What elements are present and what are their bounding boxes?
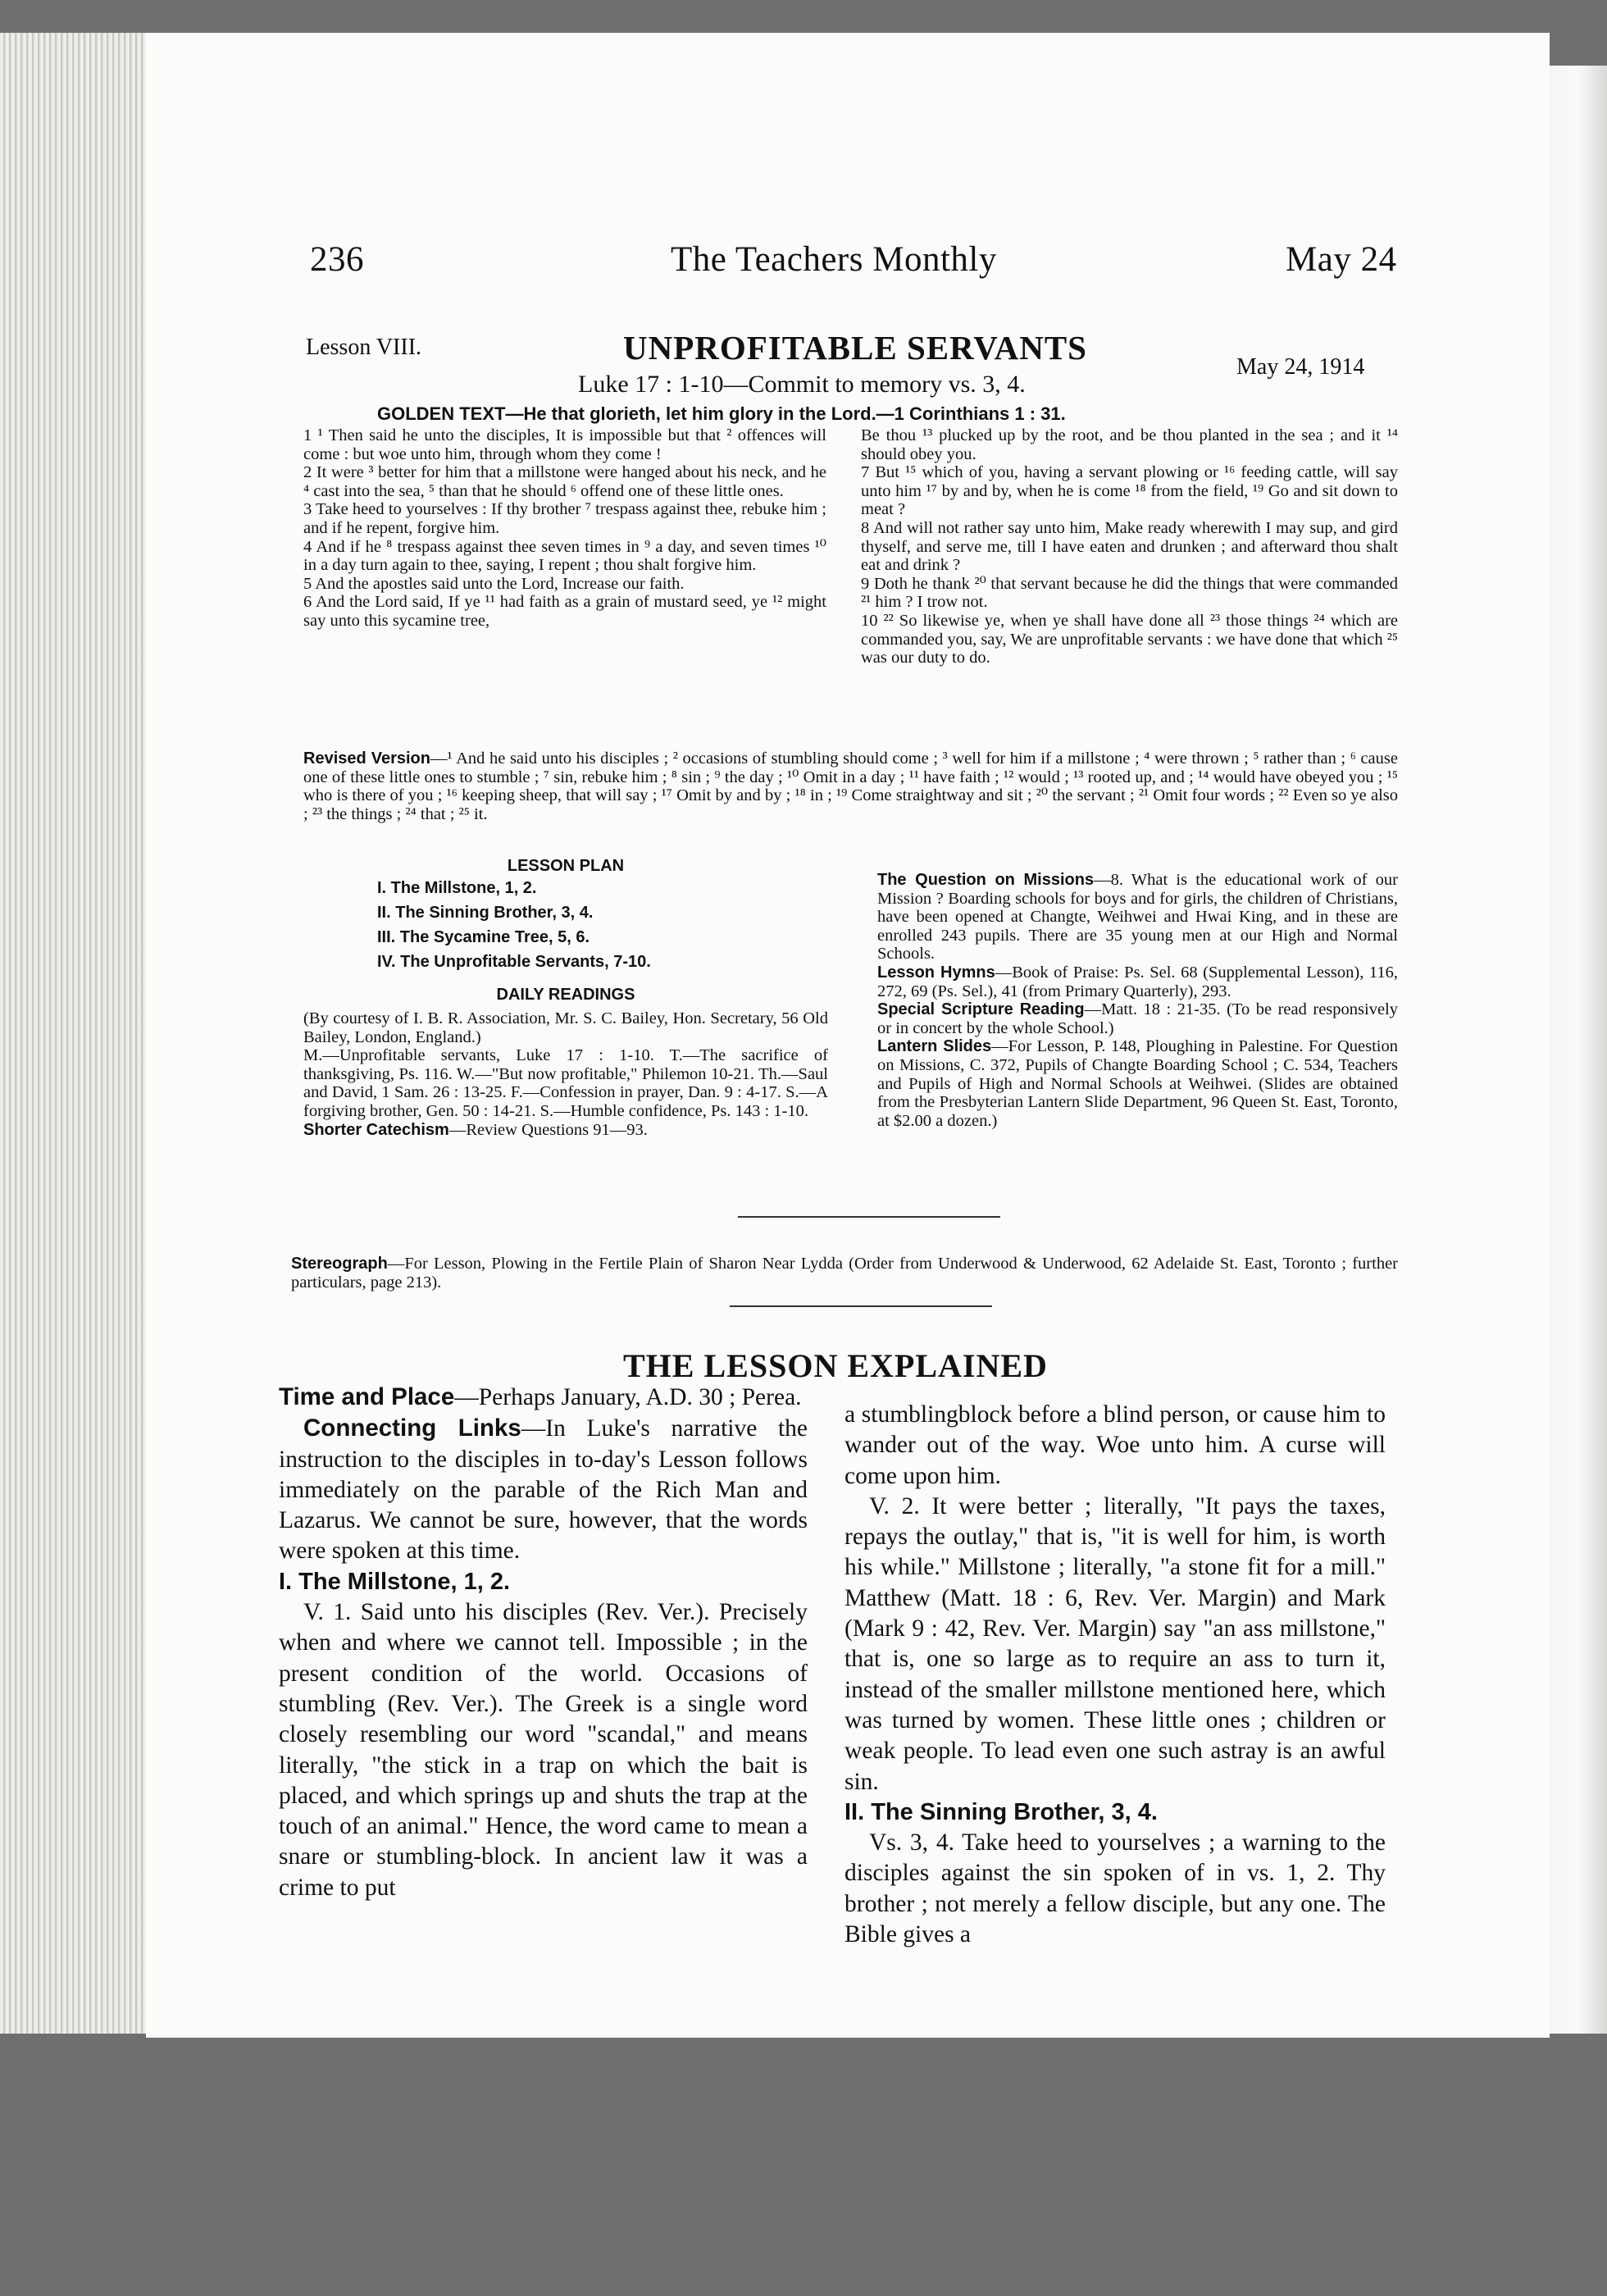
lantern-slides-text: —For Lesson, P. 148, Ploughing in Palestine. For Question on Missions, C. 372, Pupils of Changte Boarding School ; C. 534, Teachers and Pupils of High and Normal Schools at Weihwei. (Slides are obtained from the Presbyterian Lantern Slide Department, 96 Queen St. East, Toronto, at $2.00 a dozen.) xyxy=(877,1037,1399,1130)
lesson-number: Lesson VIII. xyxy=(306,335,422,360)
book-page xyxy=(146,33,1550,2038)
issue-date: May 24 xyxy=(1286,240,1397,279)
lesson-explained-heading: THE LESSON EXPLAINED xyxy=(623,1347,1048,1384)
time-place-text: —Perhaps January, A.D. 30 ; Perea. xyxy=(454,1384,802,1410)
commentary-left-column xyxy=(279,1382,808,1903)
verse: 8 And will not rather say unto him, Make ready wherewith I may sup, and gird thyself, and serve me, till I have eaten and drunken ; and afterward thou shalt eat and drink ? xyxy=(861,518,1398,575)
special-reading-text: —Matt. 18 : 21-35. (To be read responsively or in concert by the whole School.) xyxy=(877,1000,1398,1037)
lesson-title: UNPROFITABLE SERVANTS xyxy=(623,329,1087,367)
time-place-label: Time and Place xyxy=(279,1383,455,1410)
special-reading-label: Special Scripture Reading xyxy=(877,1000,1085,1019)
lesson-plan-item: II. The Sinning Brother, 3, 4. xyxy=(377,904,594,922)
connecting-links-text: —In Luke's narrative the instruction to the disciples in to-day's Lesson follows immediately on the parable of the Rich Man and Lazarus. We cannot be sure, however, that the words were spoken at this time. xyxy=(279,1415,808,1565)
verses-left-column xyxy=(303,426,826,631)
verse: 3 Take heed to yourselves : If thy brother ⁷ trespass against thee, rebuke him ; and if he repent, forgive him. xyxy=(303,500,826,537)
page-number: 236 xyxy=(310,240,364,279)
stereograph-text: —For Lesson, Plowing in the Fertile Plain of Sharon Near Lydda (Order from Underwood & Underwood, 62 Adelaide St. East, Toronto ; further particulars, page 213). xyxy=(291,1255,1398,1292)
verse: 2 It were ³ better for him that a millstone were hanged about his neck, and he ⁴ cast into the sea, ⁵ than that he should ⁶ offend one of these little ones. xyxy=(303,463,826,500)
verses-right-column xyxy=(861,426,1398,667)
verse-2-commentary: V. 2. It were better ; literally, "It pays the taxes, repays the outlay," that is, "it is well for him, is worth his while." Millstone ; literally, "a stone fit for a mill." Matthew (Matt. 18 : 6, Rev. Ver. Margin) and Mark (Mark 9 : 42, Rev. Ver. Margin) say "an ass millstone," that is, one so large as to require an ass to turn it, instead of the smaller millstone mentioned here, which was turned by women. These little ones ; children or weak people. To lead even one such astray is an awful sin. xyxy=(844,1492,1386,1795)
lesson-plan-item: IV. The Unprofitable Servants, 7-10. xyxy=(377,953,651,971)
right-sidebar xyxy=(877,871,1398,1130)
scripture-reference: Luke 17 : 1-10—Commit to memory vs. 3, 4. xyxy=(578,371,1026,398)
lesson-plan-item: I. The Millstone, 1, 2. xyxy=(377,879,537,897)
verse: 9 Doth he thank ²⁰ that servant because he did the things that were commanded ²¹ him ? I trow not. xyxy=(861,574,1398,612)
missions-text: —8. What is the educational work of our Mission ? Boarding schools for boys and for girls, the children of Christians, have been opened at Changte, Weihwei and Hwai King, and in these are enrolled 243 pupils. There are 35 young men at our High and Normal Schools. xyxy=(877,871,1399,963)
book-page-edges xyxy=(0,33,148,2034)
connecting-links-label: Connecting Links xyxy=(303,1414,521,1442)
verse: 5 And the apostles said unto the Lord, Increase our faith. xyxy=(303,574,685,593)
hymns-label: Lesson Hymns xyxy=(877,963,995,982)
catechism-label: Shorter Catechism xyxy=(303,1120,449,1139)
commentary-right-column xyxy=(844,1400,1386,1950)
section-heading-millstone: I. The Millstone, 1, 2. xyxy=(279,1568,510,1595)
verse: 10 ²² So likewise ye, when ye shall have done all ²³ those things ²⁴ which are commanded you, say, We are unprofitable servants : we have done that which ²⁵ was our duty to do. xyxy=(861,611,1398,667)
lesson-plan-item: III. The Sycamine Tree, 5, 6. xyxy=(377,928,590,946)
verse: Be thou ¹³ plucked up by the root, and be thou planted in the sea ; and it ¹⁴ should obey you. xyxy=(861,426,1398,463)
daily-readings-courtesy: (By courtesy of I. B. R. Association, Mr. S. C. Bailey, Hon. Secretary, 56 Old Bailey, London, England.) xyxy=(303,1009,828,1046)
revised-version-label: Revised Version xyxy=(303,749,430,768)
hymns-text: —Book of Praise: Ps. Sel. 68 (Supplemental Lesson), 116, 272, 69 (Ps. Sel.), 41 (from Primary Quarterly), 293. xyxy=(877,963,1398,1000)
divider xyxy=(738,1216,1000,1218)
daily-readings-heading: DAILY READINGS xyxy=(496,986,635,1004)
stereograph-label: Stereograph xyxy=(291,1255,388,1273)
verse-1-commentary: V. 1. Said unto his disciples (Rev. Ver.). Precisely when and where we cannot tell. Impossible ; in the present condition of the world. Occasions of stumbling (Rev. Ver.). The Greek is a single word closely resembling our word "scandal," and means literally, "the stick in a trap on which the bait is placed, and which springs up and shuts the trap at the touch of an animal." Hence, the word came to mean a snare or stumbling-block. In ancient law it was a crime to put xyxy=(279,1599,808,1901)
divider xyxy=(730,1305,992,1307)
verse: 7 But ¹⁵ which of you, having a servant plowing or ¹⁶ feeding cattle, will say unto him ¹⁷ by and by, when he is come ¹⁸ from the field, ¹⁹ Go and sit down to meat ? xyxy=(861,463,1398,519)
verses-3-4-commentary: Vs. 3, 4. Take heed to yourselves ; a warning to the disciples against the sin spoken of in vs. 1, 2. Thy brother ; not merely a fellow disciple, but any one. The Bible gives a xyxy=(844,1829,1386,1948)
revised-version xyxy=(303,749,1398,823)
stereograph-note xyxy=(291,1255,1398,1292)
section-heading-sinning-brother: II. The Sinning Brother, 3, 4. xyxy=(844,1798,1158,1825)
catechism-text: —Review Questions 91—93. xyxy=(448,1120,648,1139)
revised-version-text: —¹ And he said unto his disciples ; ² occasions of stumbling should come ; ³ well for him if a millstone ; ⁴ were thrown ; ⁵ rather than ; ⁶ cause one of these little ones to stumble ; ⁷ sin, rebuke him ; ⁸ sin ; ⁹ the day ; ¹⁰ Omit in a day ; ¹¹ have faith ; ¹² would ; ¹³ rooted up, and ; ¹⁴ would have obeyed you ; ¹⁵ who is there of you ; ¹⁶ keeping sheep, that will say ; ¹⁷ Omit by and by ; ¹⁸ in ; ¹⁹ Come straightway and sit ; ²⁰ the servant ; ²¹ Omit four words ; ²² Even so ye also ; ²³ the things ; ²⁴ that ; ²⁵ it. xyxy=(303,749,1398,823)
missions-label: The Question on Missions xyxy=(877,871,1095,889)
continuation-text: a stumblingblock before a blind person, or cause him to wander out of the way. Woe unto him. A curse will come upon him. xyxy=(844,1401,1386,1489)
verse: 4 And if he ⁸ trespass against thee seven times in ⁹ a day, and seven times ¹⁰ in a day turn again to thee, saying, I repent ; thou shalt forgive him. xyxy=(303,537,826,575)
journal-title: The Teachers Monthly xyxy=(671,240,997,279)
daily-readings-text: M.—Unprofitable servants, Luke 17 : 1-10. T.—The sacrifice of thanksgiving, Ps. 116. W.—"But now profitable," Philemon 10-21. Th.—Saul and David, 1 Sam. 26 : 13-25. F.—Confession in prayer, Dan. 9 : 4-17. S.—A forgiving brother, Gen. 50 : 14-21. S.—Humble confidence, Ps. 143 : 1-10. xyxy=(303,1046,828,1120)
verse: 1 ¹ Then said he unto the disciples, It is impossible but that ² offences will come : but woe unto him, through whom they come ! xyxy=(303,426,826,463)
lesson-plan-heading: LESSON PLAN xyxy=(507,857,625,875)
lantern-slides-label: Lantern Slides xyxy=(877,1037,992,1056)
verse: 6 And the Lord said, If ye ¹¹ had faith as a grain of mustard seed, ye ¹² might say unto this sycamine tree, xyxy=(303,593,826,630)
left-sidebar xyxy=(303,857,828,1139)
golden-text: GOLDEN TEXT—He that glorieth, let him glory in the Lord.—1 Corinthians 1 : 31. xyxy=(377,403,1066,424)
lesson-date: May 24, 1914 xyxy=(1236,354,1365,380)
